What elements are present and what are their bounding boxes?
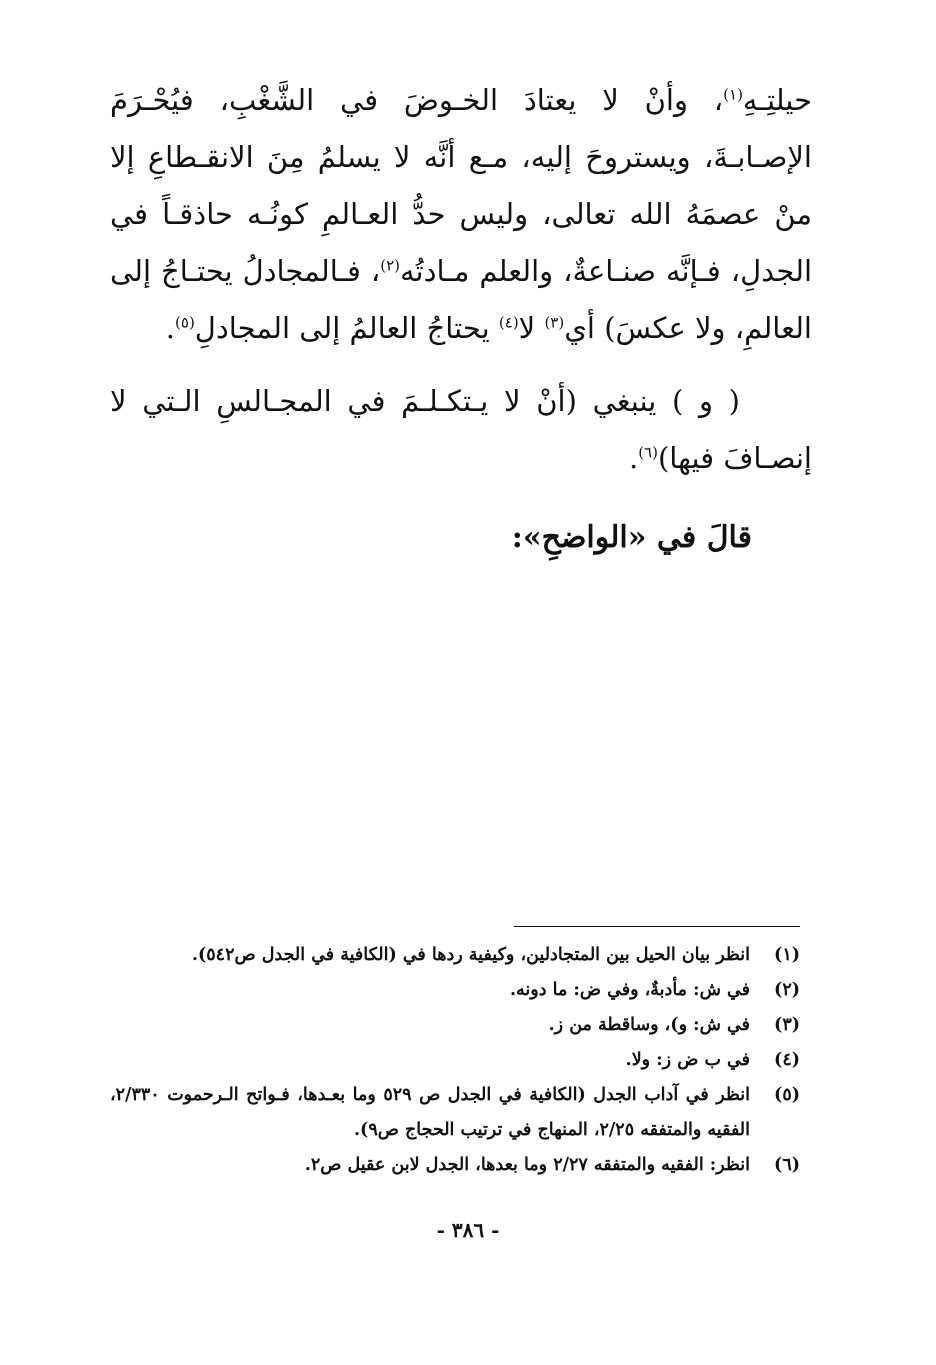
footnote-number: (٥): [774, 1085, 800, 1105]
footnote-item: [110, 1043, 812, 1078]
footnote-item: [110, 1008, 812, 1043]
text-run: يحتاجُ العالمُ إلى المجادلِ: [194, 311, 499, 345]
footnote-number: (٦): [774, 1155, 800, 1175]
page-number: - ٣٨٦ -: [436, 1218, 500, 1242]
footnote-ref-5[interactable]: (٥): [175, 313, 195, 332]
footnote-ref-1[interactable]: (١): [723, 85, 743, 104]
footnote-text: في ش: و)، وساقطة من ز.: [548, 1015, 750, 1035]
footnote-ref-3[interactable]: (٣): [544, 313, 565, 332]
text-run: .: [165, 311, 176, 345]
footnote-number: (١): [774, 945, 800, 965]
footnote-separator: [514, 926, 800, 927]
text-run: حيلتِـهِ: [742, 83, 812, 117]
main-text: [110, 72, 812, 566]
footnote-number: (٢): [774, 980, 800, 1000]
text-run: ، فـالمجادلُ يحتـاجُ إلى العالمِ، ولا عكسَ) أي: [110, 254, 812, 345]
footnotes: [110, 938, 812, 1183]
footnote-ref-2[interactable]: (٢): [380, 256, 400, 275]
footnote-text: انظر: الفقيه والمتفقه ٢/٢٧ وما بعدها، الجدل لابن عقيل ص٢.: [304, 1155, 750, 1175]
text-run: ( و ) ينبغي (أنْ لا يـتكـلـمَ في المجـالسِ الـتي لا إنصـافَ فيها): [110, 384, 812, 475]
footnote-item: [110, 938, 812, 973]
paragraph-1: [110, 72, 812, 357]
footnote-ref-4[interactable]: (٤): [498, 313, 519, 332]
footnote-item: [110, 973, 812, 1008]
footnote-text: في ب ض ز: ولا.: [625, 1050, 750, 1070]
text-run: .: [628, 441, 639, 475]
section-heading: قالَ في «الواضحِ»:: [511, 520, 752, 555]
footnote-number: (٤): [774, 1050, 800, 1070]
footnote-text: انظر بيان الحيل بين المتجادلين، وكيفية ردها في (الكافية في الجدل ص٥٤٢).: [191, 945, 750, 965]
text-run: ، وأنْ لا يعتادَ الخـوضَ في الشَّغْبِ، فيُحْـرَمَ الإصـابـةَ، ويستروحَ إليه، مـع أنَّه لا يسلمُ مِنَ الانقـطاعِ إلا منْ عصمَهُ الله تعالى، وليس حدُّ العـالمِ كونُـه حاذقـاً في الجدلِ، فـإنَّه صنـاعةٌ، والعلم مـادتُه: [110, 83, 812, 288]
footnote-item: [110, 1078, 812, 1148]
footnote-item: [110, 1148, 812, 1183]
footnote-number: (٣): [774, 1015, 800, 1035]
footnote-ref-6[interactable]: (٦): [638, 443, 658, 462]
paragraph-2: [110, 373, 812, 487]
footnote-text: في ش: مأدبةٌ، وفي ض: ما دونه.: [509, 980, 750, 1000]
footnote-text: انظر في آداب الجدل (الكافية في الجدل ص ٥٢٩ وما بعـدها، فـواتح الـرحموت ٢/٣٣٠، الفقيه والمتفقه ٢/٢٥، المنهاج في ترتيب الحجاج ص٩).: [110, 1085, 750, 1140]
text-run: لا: [518, 311, 545, 345]
